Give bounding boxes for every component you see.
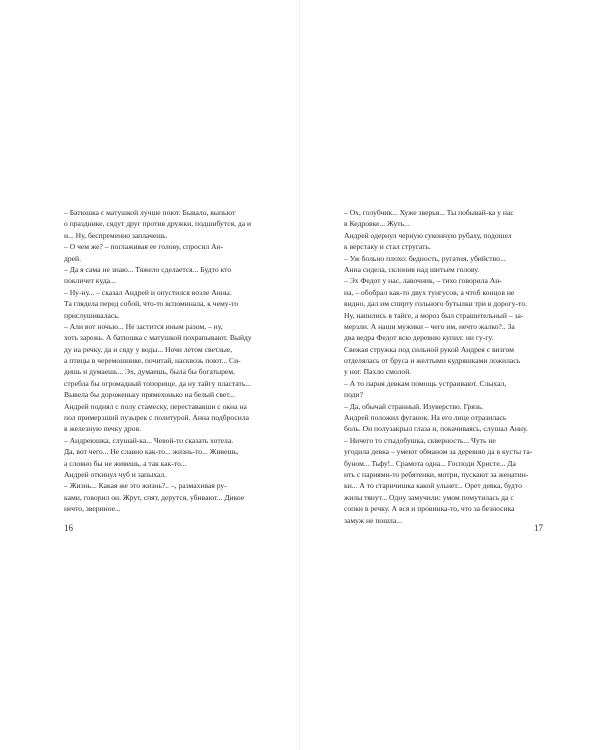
text-line: боль. Он полузакрыл глаза и, покачиваясь, слушал Анну. bbox=[344, 424, 528, 434]
text-line: – Уж больно плохо: бедность, ругатня, убийство... bbox=[344, 253, 506, 263]
text-line: – Андреюшка, слушай-ка... Чевой-то сказать хотела. bbox=[64, 435, 234, 445]
text-line: о празднике, сядут друг против дружки, подшибутся, да и bbox=[64, 219, 252, 229]
text-line: на, – обобрал как-то двух тунгусов, а чтоб концов не bbox=[344, 287, 515, 297]
text-line: Андрей поднял с полу стамеску, перестававши с окна на bbox=[64, 401, 247, 411]
text-line: ить с парнями-то ребятенки, мотри, пускают за женатин- bbox=[344, 469, 529, 479]
text-line: отделялась от бруса и желтыми кудряшками ложилась bbox=[344, 356, 521, 366]
text-line: буном... Тьфу!.. Срамота одна... Господи Христе... Да bbox=[344, 458, 516, 468]
text-line: а птицы в черемошнике, почитай, насквозь поют... Си- bbox=[64, 356, 241, 366]
text-line: Андрей откинул чуб и запыхал. bbox=[64, 469, 167, 479]
text-line: Свежая стружка под сильной рукой Андрея с визгом bbox=[344, 344, 514, 354]
left-page-text bbox=[64, 207, 269, 515]
text-line: – Батюшка с матушкой лучше поют. Бывало, выпьют bbox=[64, 208, 236, 217]
text-line: стребла бы огромадный топорище, да ну тайгу пластать... bbox=[64, 378, 251, 388]
text-line: жилы тянут... Одну замучили: умом помутилась да с bbox=[344, 492, 514, 502]
text-line: Анна сидела, склонив над шитьем голову. bbox=[344, 264, 480, 274]
text-line: Да, вот чего... Не славно как-то... жизнь-то... Живешь, bbox=[64, 447, 239, 457]
text-line: хоть зарежь. А батюшка с матушкой похрапывают. Выйду bbox=[64, 333, 252, 343]
text-line: прислушивалась. bbox=[64, 310, 120, 320]
text-line: – Да, обычай странный. Изуверство. Грязь. bbox=[344, 401, 484, 411]
text-line: – А то парня девкам помощь устраивают. Слыхал, bbox=[344, 378, 507, 388]
text-line: в Кедровке... Жуть... bbox=[344, 219, 410, 229]
text-line: дишь и думаешь... Эх, думаешь, была бы богатырем, bbox=[64, 367, 235, 377]
right-page-number: 17 bbox=[534, 523, 543, 533]
text-line: – Ничего то стыдобушка, скверность... Чуть не bbox=[344, 435, 496, 445]
text-line: – О чем же? – поглаживая ее голову, спросил Ан- bbox=[64, 242, 224, 252]
text-line: ками, говорил он. Жрут, спят, дерутся, убивают... Дикое bbox=[64, 492, 245, 502]
text-line: Вывела бы дороженьку прямехонько на белый свет... bbox=[64, 390, 235, 400]
text-line: Ну, напились в тайге, а мороз был страшительный – за- bbox=[344, 310, 524, 320]
text-line: Андрей одернул черную суконную рубаху, подошел bbox=[344, 230, 512, 240]
text-line: – Эх Федот у нас, лавочник, – тихо говорила Ан- bbox=[344, 276, 502, 286]
text-line: – Ох, голубчик... Хуже зверья... Ты побывай-ка у нас bbox=[344, 208, 514, 217]
text-line: – Ну-ну... – сказал Андрей и опустился возле Анны. bbox=[64, 287, 232, 297]
right-page bbox=[300, 0, 600, 750]
text-line: нечто, звериное... bbox=[64, 504, 121, 514]
text-line: ки... А то старичишка какой ульнет... Орет девка, будто bbox=[344, 481, 522, 491]
left-page-number: 16 bbox=[64, 523, 73, 533]
text-line: и... Ну, беспременно заплачешь. bbox=[64, 230, 168, 240]
text-line: угодила девка – умеют обманом за деревню да в кусты та- bbox=[344, 447, 533, 457]
text-line: Та глядела перед собой, что-то вспоминала, к чему-то bbox=[64, 299, 239, 309]
text-line: Андрей положил фуганок. На его лице отразилась bbox=[344, 413, 507, 423]
text-line: замуж не пошла... bbox=[344, 515, 402, 525]
text-line: – Да я сама не знаю... Тяжело сделается... Будто кто bbox=[64, 264, 232, 274]
text-line: пол примерзший пузырек с политурой. Анна подбросила bbox=[64, 413, 250, 423]
text-line: два ведра Федот всю деревню купил: ни гу-гу. bbox=[344, 333, 494, 343]
text-line: дрей. bbox=[64, 253, 81, 263]
text-line: а словно бы не живешь, а так как-то... bbox=[64, 458, 187, 468]
text-line: у ног. Пахло смолой. bbox=[344, 367, 412, 377]
text-line: видно, дал им спирту гольного бутылки три в дорогу-то. bbox=[344, 299, 527, 309]
text-line: сопки в речку. А вся и провинка-то, что за безносика bbox=[344, 504, 515, 514]
text-line: – Али вот ночью... Не застится иным разом, – ну, bbox=[64, 321, 223, 331]
text-line: поди? bbox=[344, 390, 363, 400]
text-line: ду на речку, да и сяду у воды... Ночи летом светлые, bbox=[64, 344, 233, 354]
text-line: мерзли. А наши мужики – чего им, нечто жалко?.. За bbox=[344, 321, 515, 331]
text-line: – Жизнь... Какая же это жизнь?.. –, размахивая ру- bbox=[64, 481, 227, 491]
text-line: в железную печку дров. bbox=[64, 424, 141, 434]
text-line: к верстаку и стал стругать. bbox=[344, 242, 431, 252]
right-page-text bbox=[344, 207, 549, 526]
text-line: покличет куда... bbox=[64, 276, 116, 286]
